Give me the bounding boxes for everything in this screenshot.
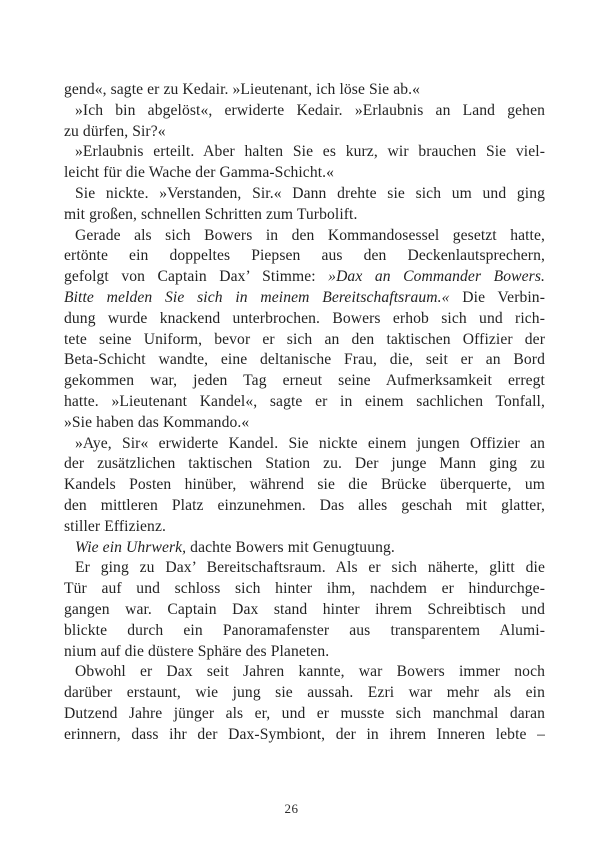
text-segment: Obwohl er Dax seit Jahren kannte, war Bowers immer noch	[75, 663, 545, 681]
page-number: 26	[284, 801, 299, 816]
text-segment: Dutzend Jahre jünger als er, und er musste sich manchmal daran	[64, 704, 545, 722]
text-line	[64, 309, 545, 330]
page-text	[64, 80, 545, 746]
text-line	[64, 558, 545, 579]
text-segment: »Erlaubnis erteilt. Aber halten Sie es kurz, wir brauchen Sie viel-	[75, 143, 545, 161]
text-line	[64, 184, 545, 205]
text-segment: der zusätzlichen taktischen Station zu. Der junge Mann ging zu	[64, 455, 545, 473]
text-segment: den mittleren Platz einzunehmen. Das alles geschah mit glatter,	[64, 496, 545, 514]
text-line	[64, 205, 545, 226]
text-segment: gekommen war, jeden Tag erneut seine Aufmerksamkeit erregt	[64, 372, 545, 390]
italic-text-segment: Bitte melden Sie sich in meinem Bereitschaftsraum.«	[64, 288, 463, 306]
text-line	[64, 288, 545, 309]
text-line	[64, 392, 545, 413]
text-segment: blickte durch ein Panoramafenster aus transparentem Alumi-	[64, 621, 545, 639]
text-segment: mit großen, schnellen Schritten zum Turbolift.	[64, 205, 358, 223]
text-line	[64, 413, 545, 434]
text-line	[64, 163, 545, 184]
text-segment: Beta-Schicht wandte, eine deltanische Frau, die, seit er an Bord	[64, 351, 545, 369]
text-line	[64, 538, 545, 559]
text-line	[64, 267, 545, 288]
text-segment: zu dürfen, Sir?«	[64, 122, 166, 140]
text-line	[64, 496, 545, 517]
text-segment: »Sie haben das Kommando.«	[64, 413, 250, 431]
text-line	[64, 246, 545, 267]
text-segment: tete seine Uniform, bevor er sich an den taktischen Offizier der	[64, 330, 545, 348]
text-segment: Gerade als sich Bowers in den Kommandosessel gesetzt hatte,	[75, 226, 545, 244]
text-line	[64, 434, 545, 455]
text-segment: darüber erstaunt, wie jung sie aussah. Ezri war mehr als ein	[64, 684, 545, 702]
text-segment: »Ich bin abgelöst«, erwiderte Kedair. »Erlaubnis an Land gehen	[75, 101, 545, 119]
text-segment: dachte Bowers mit Genugtuung.	[186, 538, 395, 556]
text-segment: ertönte ein doppeltes Piepsen aus den Deckenlautsprechern,	[64, 247, 545, 265]
text-line	[64, 662, 545, 683]
text-segment: Die Verbin-	[462, 288, 545, 306]
text-line	[64, 621, 545, 642]
italic-text-segment: »Dax an Commander Bowers.	[328, 268, 545, 286]
text-segment: Er ging zu Dax’ Bereitschaftsraum. Als er sich näherte, glitt die	[75, 559, 545, 577]
italic-text-segment: Wie ein Uhrwerk,	[75, 538, 187, 556]
text-line	[64, 350, 545, 371]
text-segment: Sie nickte. »Verstanden, Sir.« Dann drehte sie sich um und ging	[75, 184, 545, 202]
text-line	[64, 80, 545, 101]
text-segment: leicht für die Wache der Gamma-Schicht.«	[64, 164, 335, 182]
text-line	[64, 371, 545, 392]
text-segment: hatte. »Lieutenant Kandel«, sagte er in einem sachlichen Tonfall,	[64, 392, 545, 410]
text-line	[64, 642, 545, 663]
text-line	[64, 226, 545, 247]
text-segment: gefolgt von Captain Dax’ Stimme:	[64, 268, 329, 286]
text-line	[64, 579, 545, 600]
text-line	[64, 330, 545, 351]
text-segment: dung wurde knackend unterbrochen. Bowers erhob sich und rich-	[64, 309, 545, 327]
text-line	[64, 101, 545, 122]
text-line	[64, 725, 545, 746]
text-line	[64, 454, 545, 475]
text-segment: »Aye, Sir« erwiderte Kandel. Sie nickte einem jungen Offizier an	[75, 434, 545, 452]
text-segment: Kandels Posten hinüber, während sie die Brücke überquerte, um	[64, 476, 545, 494]
text-segment: gend«, sagte er zu Kedair. »Lieutenant, ich löse Sie ab.«	[64, 81, 421, 98]
text-line	[64, 142, 545, 163]
text-line	[64, 475, 545, 496]
text-line	[64, 122, 545, 143]
text-line	[64, 704, 545, 725]
text-segment: erinnern, dass ihr der Dax-Symbiont, der in ihrem Inneren lebte –	[64, 725, 545, 743]
text-segment: stiller Effizienz.	[64, 517, 166, 535]
text-line	[64, 600, 545, 621]
text-line	[64, 517, 545, 538]
text-segment: nium auf die düstere Sphäre des Planeten.	[64, 642, 330, 660]
text-segment: Tür auf und schloss sich hinter ihm, nachdem er hindurchge-	[64, 580, 545, 598]
text-segment: gangen war. Captain Dax stand hinter ihrem Schreibtisch und	[64, 600, 545, 618]
text-line	[64, 683, 545, 704]
